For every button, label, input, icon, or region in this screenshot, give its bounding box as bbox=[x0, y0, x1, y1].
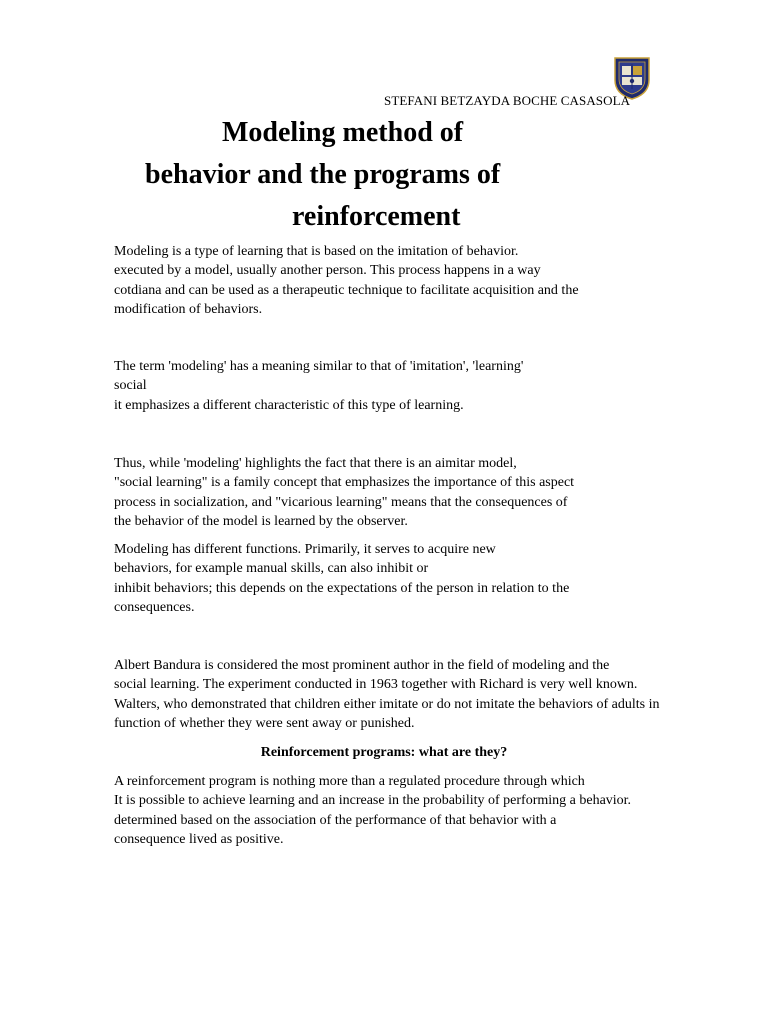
text-line: cotdiana and can be used as a therapeutic technique to facilitate acquisition and the bbox=[114, 282, 579, 298]
text-line: Albert Bandura is considered the most prominent author in the field of modeling and the bbox=[114, 658, 610, 673]
text-line: consequences. bbox=[114, 599, 195, 615]
paragraph-modeling-functions bbox=[114, 540, 714, 617]
text-line: social learning. The experiment conducted in 1963 together with Richard is very well known. bbox=[114, 677, 638, 693]
paragraph-bandura bbox=[114, 656, 714, 733]
text-line: Walters, who demonstrated that children either imitate or do not imitate the behaviors of adults in bbox=[114, 696, 660, 712]
text-line: Thus, while 'modeling' highlights the fact that there is an aimitar model, bbox=[114, 456, 517, 471]
text-line: the behavior of the model is learned by the observer. bbox=[114, 513, 408, 529]
title-line-2: behavior and the programs of bbox=[145, 159, 501, 190]
paragraph-reinforcement-program bbox=[114, 772, 714, 849]
author-name: STEFANI BETZAYDA BOCHE CASASOLA bbox=[384, 93, 631, 108]
text-line: It is possible to achieve learning and an increase in the probability of performing a behavior. bbox=[114, 793, 632, 809]
text-line: social bbox=[114, 378, 147, 394]
text-line: behaviors, for example manual skills, can also inhibit or bbox=[114, 561, 429, 577]
text-line: executed by a model, usually another person. This process happens in a way bbox=[114, 263, 541, 279]
text-line: consequence lived as positive. bbox=[114, 831, 284, 847]
text-line: Modeling has different functions. Primarily, it serves to acquire new bbox=[114, 542, 496, 557]
document-title bbox=[100, 112, 620, 238]
text-line: determined based on the association of the performance of that behavior with a bbox=[114, 812, 557, 828]
text-line: function of whether they were sent away or punished. bbox=[114, 715, 415, 731]
text-line: A reinforcement program is nothing more than a regulated procedure through which bbox=[114, 774, 585, 789]
text-line: modification of behaviors. bbox=[114, 301, 263, 317]
text-line: "social learning" is a family concept that emphasizes the importance of this aspect bbox=[114, 475, 575, 491]
text-line: Modeling is a type of learning that is based on the imitation of behavior. bbox=[114, 244, 519, 259]
section-subheading: Reinforcement programs: what are they? bbox=[260, 745, 508, 760]
text-line: it emphasizes a different characteristic of this type of learning. bbox=[114, 397, 464, 413]
paragraph-term-modeling bbox=[114, 357, 714, 415]
text-line: The term 'modeling' has a meaning similar to that of 'imitation', 'learning' bbox=[114, 359, 524, 374]
paragraph-social-learning bbox=[114, 454, 714, 531]
text-line: process in socialization, and "vicarious learning" means that the consequences of bbox=[114, 494, 568, 510]
title-line-1: Modeling method of bbox=[222, 117, 464, 148]
text-line: inhibit behaviors; this depends on the expectations of the person in relation to the bbox=[114, 580, 570, 596]
title-line-3: reinforcement bbox=[292, 201, 461, 232]
paragraph-modeling-definition bbox=[114, 242, 714, 319]
